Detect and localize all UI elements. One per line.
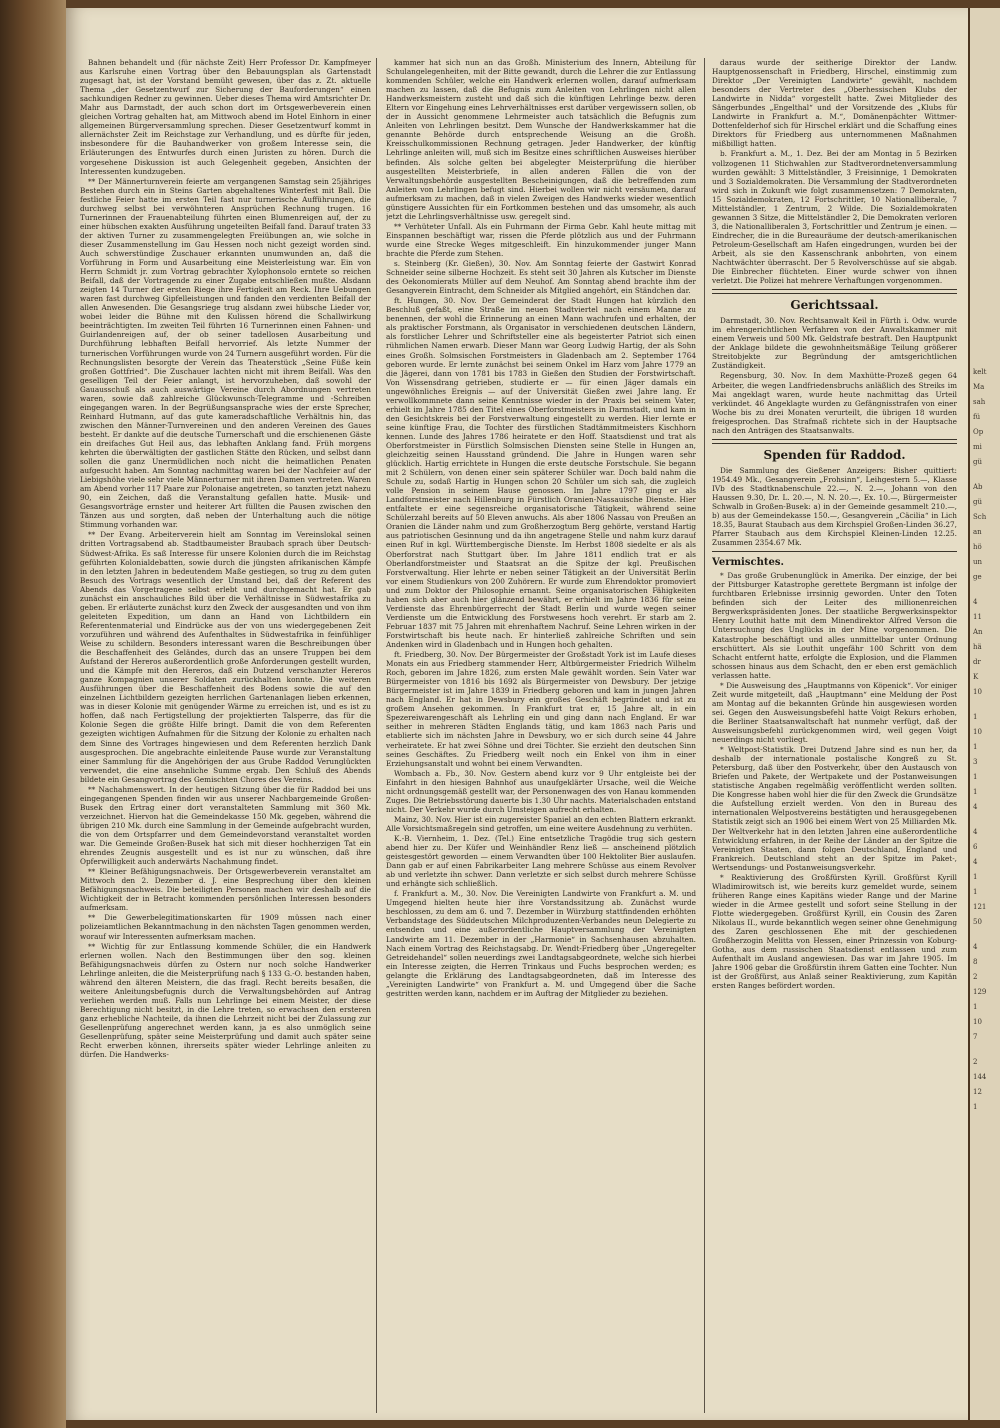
adjacent-page-line: gü (973, 458, 982, 466)
adjacent-page-line: un (973, 558, 983, 566)
article-paragraph: ** Die Gewerbelegitimationskarten für 1909 müssen nach einer polizeiamtlichen Bekanntmachung in den nächsten Tagen genommen werden, worauf wir Interessenten aufmerksam machen. (80, 913, 371, 941)
adjacent-page-line: An (973, 628, 983, 636)
section-divider (712, 551, 957, 552)
column-middle (386, 58, 696, 1413)
article-paragraph: s. Steinberg (Kr. Gießen), 30. Nov. Am Sonntag feierte der Gastwirt Konrad Schneider seine silberne Hochzeit. Es steht seit 30 Jahren als Kutscher im Dienste des Oekonomierats Müller auf dem Neuhof. Am Sonntag abend brachte ihm der Gesangverein Eintracht, dem Schneider als Mitglied angehört, ein Ständchen dar. (386, 259, 696, 296)
adjacent-page-line: 4 (973, 803, 978, 811)
adjacent-page-line: 129 (973, 988, 987, 996)
article-paragraph: ** Wichtig für zur Entlassung kommende Schüler, die ein Handwerk erlernen wollen. Nach den Bestimmungen über den sog. kleinen Befähigungsnachweis dürfen zu Ostern nur noch solche Handwerker Lehrlinge anleiten, die die Meisterprüfung nach § 133 G.-O. bestanden haben, während den älteren Meistern, die das fragl. Recht bereits besaßen, die weitere Anleitungsbefugnis durch die Verwaltungsbehörden auf Antrag verliehen werden muß. Falls nun Lehrlinge bei einem Meister, der diese Berechtigung nicht besitzt, in die Lehre treten, so erwachsen den ersteren ganz erhebliche Nachteile, da ihnen die Lehrzeit nicht bei der Zulassung zur Gesellenprüfung angerechnet werden kann, ja es also unmöglich seine Gesellenprüfung, später seine Meisterprüfung und damit auch später seine Recht erwerben können, ihrerseits später wieder Lehrlinge anleiten zu dürfen. Die Handwerks- (80, 941, 371, 1060)
article-paragraph: * Das große Grubenunglück in Amerika. Der einzige, der bei der Pittsburger Katastrophe gerettete Bergmann ist infolge der furchtbaren Erlebnisse irrsinnig geworden. Unter den Toten befinden sich der Leiter des millionenreichen Bergwerkspräsidenten Jones. Der staatliche Bergwerksinspektor Henry Louthit hatte mit dem Minendirektor Alfred Verson die Untersuchung des Unglücks in der Mine vorgenommen. Die Katastrophe beschäftigt und alles unmittelbar unter Ordnung erschüttert. Als sie Louthit ungefähr 100 Schritt von dem Schacht entfernt hatte, erfolgte die Explosion, und die Flammen schossen hinaus aus dem Schacht, den er eben erst gemächlich verlassen hatte. (712, 571, 957, 680)
article-paragraph: f. Frankfurt a. M., 30. Nov. Die Vereinigten Landwirte von Frankfurt a. M. und Umgegend hielten heute hier ihre Vorstandssitzung ab. Zunächst wurde beschlossen, zu dem am 6. und 7. Dezember in Würzburg stattfindenden erhöhten Verbandstage des Süddeutschen Milchproduzenten-Verbandes neun Delegierte zu entsenden und eine außerordentliche Hauptversammlung der Vereinigten Landwirte am 11. Dezember in der „Harmonie“ in Sachsenhausen abzuhalten. Nach einem Vortrag des Reichstagsabg. Dr. Wendt-Friedberg über „Ungeregelter Getreidehandel“ sollen neuerdings zwei Landtagsabgeordnete, welche sich hierbei ein Interesse zeigten, die Herren Trinkaus und Fuchs besprochen werden; es gelangte die Erklärung des Landtagsabgeordneten, daß im Interesse des „Vereinigten Landwirte“ von Frankfurt a. M. und Umgegend über die Sache gestritten werden kann, nachdem er im Auftrag der Mitglieder zu beziehen. (386, 889, 696, 998)
adjacent-page-line: 12 (973, 1088, 982, 1096)
adjacent-page-line: 1 (973, 713, 978, 721)
column-rule (376, 58, 377, 1413)
adjacent-page-line: mi (973, 443, 982, 451)
adjacent-page-line: hö (973, 543, 982, 551)
adjacent-page-line: an (973, 528, 982, 536)
adjacent-page-line: 50 (973, 918, 982, 926)
adjacent-page-line: 10 (973, 728, 982, 736)
column-left (80, 58, 371, 1413)
article-paragraph: ** Nachahmenswert. In der heutigen Sitzung über die für Raddod bei uns eingegangenen Spenden finden wir aus unserer Nachbargemeinde Großen-Busek den Ertrag einer dort veranstalteten Sammlung mit 360 Mk. verzeichnet. Hiervon hat die Gemeindekasse 150 Mk. gegeben, während die übrigen 210 Mk. durch eine Sammlung in der Gemeinde aufgebracht wurden, die von dem Ortspfarrer und dem Gemeindevorstand veranstaltet worden war. Die Gemeinde Großen-Busek hat sich mit dieser hochherzigen Tat ein ehrendes Zeugnis ausgestellt und es ist nur zu wünschen, daß ihre Opferwilligkeit auch anderwärts Nachahmung findet. (80, 784, 371, 867)
adjacent-page-line: Ab (973, 483, 983, 491)
adjacent-page-line: dr (973, 658, 981, 666)
article-paragraph: * Reaktivierung des Großfürsten Kyrill. Großfürst Kyrill Wladimirowitsch ist, wie bereits kurz gemeldet wurde, seinem früheren Range eines Kapitäns wieder Range und der Marine wieder in die Armee gestellt und sofort seine Stellung in der Flotte wiedergegeben. Großfürst Kyrill, ein Cousin des Zaren Nikolaus II., wurde bekanntlich wegen seiner ohne Genehmigung des Zaren geschlossenen Ehe mit der geschiedenen Großherzogin Melitta von Hessen, einer Prinzessin von Koburg-Gotha, aus dem russischen Staatsdienst entlassen und zum Aufenthalt im Ausland angewiesen. Das war im Jahre 1905. Im Jahre 1906 gebar die Großfürstin ihrem Gatten eine Tochter. Nun ist der Großfürst, aus Anlaß seiner Reaktivierung, zum Kapitän ersten Ranges befördert worden. (712, 872, 957, 991)
adjacent-page-line: K (973, 673, 979, 681)
adjacent-page-line: 144 (973, 1073, 987, 1081)
adjacent-page-line: 3 (973, 758, 978, 766)
adjacent-page-line: kelt (973, 368, 987, 376)
column-right (712, 58, 957, 1413)
article-paragraph: ** Verhüteter Unfall. Als ein Fuhrmann der Firma Gebr. Kahl heute mittag mit Einspannen beschäftigt war, rissen die Pferde plötzlich aus und der Fuhrmann wurde eine Strecke Weges mitgeschleift. Ein hinzukommender junger Mann brachte die Pferde zum Stehen. (386, 221, 696, 258)
adjacent-page-line: 1 (973, 888, 978, 896)
adjacent-page-line: 11 (973, 613, 982, 621)
section-heading-spenden: Spenden für Raddod. (763, 447, 906, 462)
adjacent-page-line: 4 (973, 858, 978, 866)
article-paragraph: K.-B. Viernheim, 1. Dez. (Tel.) Eine entsetzliche Tragödie trug sich gestern abend hier zu. Der Küfer und Weinhändler Renz ließ — anscheinend plötzlich geistesgestört geworden — einem Verwandten über 100 Hektoliter Bier auslaufen. Dann gab er auf einen Fabrikarbeiter Lang mehrere Schüsse aus einem Revolver ab und verletzte ihn schwer. Dann verletzte er sich selbst durch mehrere Schüsse und erhängte sich schließlich. (386, 833, 696, 889)
adjacent-page-line: 121 (973, 903, 987, 911)
donation-list: Die Sammlung des Gießener Anzeigers: Bisher quittiert: 1954.49 Mk., Gesangverein „Frohsinn“, Leihgestern 5.—, Klasse IVb des Stadtknabenschule 22.—, N. 2.—, Johann von den Haussen 9.30, Dr. L. 20.—, N. N. 20.—, Ex. 10.—, Bürgermeister Schwalb in Großen-Busek: a) in der Gemeinde gesammelt 210.—, b) aus der Gemeindekasse 150.—, Gesangverein „Cäcilia“ in Lich 18.35, Baurat Staubach aus dem Kirchspiel Großen-Linden 36.27, Pfarrer Staubach aus dem Kirchspiel Kleinen-Linden 12.25. Zusammen 2354.67 Mk. (712, 465, 957, 548)
article-paragraph: b. Frankfurt a. M., 1. Dez. Bei der am Montag in 5 Bezirken vollzogenen 11 Stichwahlen zur Stadtverordnetenversammlung wurden gewählt: 3 Mittelständler, 3 Freisinnige, 1 Demokraten und 3 Sozialdemokraten. Die Versammlung der Stadtverordneten wird sich in Zukunft wie folgt zusammensetzen: 7 Demokraten, 15 Sozialdemokraten, 12 Fortschrittler, 10 Nationalliberale, 7 Mittelständler, 1 Zentrum, 2 Wilde. Die Sozialdemokraten gewannen 3 Sitze, die Mittelständler 2, Die Demokraten verloren 3, die Nationalliberalen 3, Fortschrittler und Zentrum je einen. — Eindrecher, die in die Bureauräume der deutsch-amerikanischen Petroleum-Gesellschaft am Hafen eingedrungen, wurden bei der Arbeit, als sie den Kassenschrank anbohrten, von einem Nachtwächter überrascht. Der 5 Revolverschüsse auf sie abgab. Die Einbrecher flüchteten. Einer wurde schwer von ihnen verletzt. Die Polizei hat mehrere Verhaftungen vorgenommen. (712, 149, 957, 286)
adjacent-page-edge (968, 8, 1000, 1420)
adjacent-page-line: 6 (973, 843, 978, 851)
article-paragraph: * Weltpost-Statistik. Drei Dutzend Jahre sind es nun her, da deshalb der internationale postalische Kongreß zu St. Petersburg, daß über den Postverkehr, über den Austausch von Briefen und Pakete, der Wertpakete und der Postanweisungen statistische Angaben regelmäßig veröffentlicht werden sollten. Die Kongresse haben wohl hier die für den Zweck die Grundsätze die Aufstellung erzielt werden. Von den in Bureau des internationalen Welpostvereins bestätigten und herausgegebenen Statistik zeigt sich an 1906 bei einem Wert von 25 Milliarden Mk. Der Weltverkehr hat in den letzten Jahren eine außerordentliche Entwicklung erfahren, in der Reihe der Länder an der Spitze die Vereinigten Staaten, dann folgen Deutschland, England und Frankreich. Deutschland steht an der Spitze im Paket-, Wertsendungs- und Postanweisungsverkehr. (712, 745, 957, 872)
article-paragraph: Wombach a. Fb., 30. Nov. Gestern abend kurz vor 9 Uhr entgleiste bei der Einfahrt in den hiesigen Bahnhof aus unaufgeklärter Ursache, weil die Weiche nicht ordnungsgemäß gestellt war, der Personenwagen des von Hanau kommenden Zuges. Die Betriebsstörung dauerte bis 1.30 Uhr nachts. Materialschaden entstand nicht. Der Verkehr wurde durch Umsteigen aufrecht erhalten. (386, 768, 696, 814)
column-rule (704, 58, 705, 1413)
article-paragraph: Mainz, 30. Nov. Hier ist ein zugereister Spaniel an den echten Blattern erkrankt. Alle Vorsichtsmaßregeln sind getroffen, um eine weitere Ausdehnung zu verhüten. (386, 814, 696, 833)
adjacent-page-line: 8 (973, 958, 978, 966)
adjacent-page-line: 2 (973, 1058, 978, 1066)
article-paragraph: * Die Ausweisung des „Hauptmanns von Köpenick“. Vor einiger Zeit wurde mitgeteilt, daß „Hauptmann“ eine Meldung der Post am Montag auf die bekannten Gründe hin ausgewiesen worden sei. Gegen den Ausweisungsbefehl hatte Voigt Rekurs erhoben, die Berliner Staatsanwaltschaft hat nunmehr verfügt, daß der Ausweisungsbefehl zurückgenommen wird, weil gegen Voigt neuerdings nicht vorliegt. (712, 680, 957, 745)
newspaper-page (66, 8, 968, 1420)
adjacent-page-line: 10 (973, 1018, 982, 1026)
section-divider (712, 289, 957, 294)
section-heading-vermischtes: Vermischtes. (712, 557, 784, 569)
adjacent-page-text (973, 368, 999, 1118)
article-paragraph: ft. Hungen, 30. Nov. Der Gemeinderat der Stadt Hungen hat kürzlich den Beschluß gefaßt, eine Straße im neuen Stadtviertel nach einem Manne zu benennen, der wohl die Erinnerung an einen Mann wachrufen und erhalten, der als praktischer Forstmann, als Organisator in verschiedenen deutschen Ländern, als forstlicher Lehrer und Schriftsteller eine als begeisterter Patriot sich einen rühmlichen Namen erwarb. Dieser Mann war Georg Ludwig Hartig, der als Sohn eines Großh. Solmsischen Forstmeisters in Gladenbach am 2. September 1764 geboren wurde. Er lernte zunächst bei seinem Onkel im Harz vom Jahre 1779 an die Jägerei, dann von 1781 bis 1783 in Gießen den Studien der Forstwirtschaft. Von Wissensdrang getrieben, studierte er — für einen Jäger damals ein ungewöhnliches Ereignis — auf der Universität Gießen zwei Jahre lang. Er verwollkommnete dann seine Kenntnisse wieder in der Praxis bei seinem Vater, erhielt im Jahre 1785 den Titel eines Oberforstmeisters in Darmstadt, und kam in den Gesichtskreis bei der Forstverwaltung eingestellt zu werden. Hier lernte er seine künftige Frau, die Tochter des fürstlichen Stadtämmitmeisters Kischhorn kennen. Lunde des Jahres 1786 heiratete er den Hoff. Staatsdienst und trat als Oberforstmeister in Fürstlich Solmsischen Diensten seine Stelle in Hungen an, gleichzeitig seinen Hausstand gründend. Die Jahre in Hungen waren sehr glücklich. Hartig errichtete in Hungen die erste deutsche Forstschule. Sie begann mit 2 Schülern, von denen einer sein späterer Schüler war. Doch bald nahm die Schule zu, sodaß Hartig in Hungen schon 20 Schüler um sich sah, die zugleich volle Pension in seinem Hause genossen. Im Jahre 1797 ging er als Landforstmeister nach Hillenburg in Fürstlich Oranien-Nassauische Dienste. Hier entfaltete er eine segensreiche organisatorische Tätigkeit, während seine Schülerzahl bereits auf 50 Eleven anwuchs. Als aber 1806 Nassau von Preußen an Oranien die Länder nahm und zum Großherzogtum Berg gehörte, verstand Hartig aus patriotischen Gesinnung und da ihn angetragene Stelle und nahm kurz darauf einen Ruf in kgl. Württembergische Dienste. Im Herbst 1808 siedelte er als als Oberforstrat nach Stuttgart über. Im Jahre 1811 endlich trat er als Oberlandforstmeister und Staatsrat an die Spitze der kgl. Preußischen Forstverwaltung. Hier lehrte er neben seiner Tätigkeit an der Universität Berlin vor einem Studienkurs von 200 Zuhörern. Er wurde zum Ehrendoktor promoviert und zum Doktor der Philosophie ernannt. Seine organisatorischen Fähigkeiten haben sich aber auch hier glänzend bewährt, er erhielt im Jahre 1836 für seine Verdienste das Ehrenbürgerrecht der Stadt Berlin und wurde wegen seiner Verdienste um die Entwicklung des Forstwesens hoch verehrt. Er starb am 2. Februar 1837 mit 75 Jahren mit ehrenhaftem Nachruf. Seine Lehren wirken in der Forstwirtschaft bis heute nach. Er hinterließ zahlreiche Schriften und sein Andenken wird in Gladenbach und in Hungen hoch gehalten. (386, 296, 696, 649)
section-heading-gerichtssaal: Gerichtssaal. (790, 298, 879, 313)
book-spine-left (0, 0, 66, 1428)
adjacent-page-line: 1 (973, 773, 978, 781)
article-paragraph: daraus wurde der seitherige Direktor der Landw. Hauptgenossenschaft in Friedberg, Hirschel, einstimmig zum Direktor „Der Vereinigten Landwirte“ gewählt, nachdem besonders der Vertreter des „Oberhessischen Klubs der Landwirte in Nidda“ vorgestellt hatte. Zwei Mitglieder des Sängerbundes „Engelthal“ und der Vorsitzende des „Klubs für Landwirte in Frankfurt a. M.“, Domänenpächter Wittmer-Dottenfelderhof sich für Hirschel erklärt und die Schaffung eines Direktors für Friedberg aus unternommenen Maßnahmen mißbilligt hatten. (712, 58, 957, 149)
article-paragraph: kammer hat sich nun an das Großh. Ministerium des Innern, Abteilung für Schulangelegenheiten, mit der Bitte gewandt, durch die Lehrer die zur Entlassung kommenden Schüler, welche ein Handwerk erlernen wollen, darauf aufmerksam machen zu lassen, daß die Befugnis zum Anleiten von Lehrlingen nicht allen Handwerksmeistern zusteht und daß sich die künftigen Lehrlinge bezw. deren Eltern vor Eingehung eines Lehrverhältnisses erst darüber vergewissern sollen, ob der in Aussicht genommene Lehrmeister auch tatsächlich die Befugnis zum Anleiten von Lehrlingen besitzt. Dem Wunsche der Handwerkskammer hat die genannte Behörde durch entsprechende Weisung an die Großh. Kreisschulkommissionen Rechnung getragen. Jeder Handwerker, der künftig Lehrlinge anleiten will, muß sich im Besitze eines schriftlichen Ausweises hierüber befinden. Als solche gelten bei abgelegter Meisterprüfung die hierüber ausgestellten Meisterbriefe, in allen anderen Fällen die von der Verwaltungsbehörde ausgestellten Bescheinigungen, daß die betreffenden zum Anleiten von Lehrlingen befugt sind. Hierbei wollen wir nicht versäumen, darauf aufmerksam zu machen, daß in vielen Zweigen des Handwerks wieder wesentlich günstigere Aussichten für ein Fortkommen bestehen und das umsomehr, als auch jetzt die Lehrlingsverhältnisse usw. geregelt sind. (386, 58, 696, 221)
adjacent-page-line: Sch (973, 513, 987, 521)
article-paragraph: ** Der Evang. Arbeiterverein hielt am Sonntag im Vereinslokal seinen dritten Vortragsabend ab. Stadtbaumeister Braubach sprach über Deutsch-Südwest-Afrika. Es saß Interesse für unsere Kolonien durch die im Reichstag geführten Kolonialdebatten, sowie durch die jüngsten afrikanischen Kämpfe in den letzten Jahren in bedeutendem Maße gestiegen, so trug zu dem guten Besuch des Vortrags wesentlich der Umstand bei, daß der Referent des Abends das Vorgetragene selbst erlebt und durchgemacht hat. Er gab zunächst ein anschauliches Bild über die Verhältnisse in Südwestafrika zu geben. Er erläuterte zunächst kurz den Zweck der ausgesandten und von ihm geleiteten Expedition, um dann an Hand von Lichtbildern ein Referentenmaterial und Eindrücke aus der von uns wiedergegebenen Zeit vorzuführen und während des Aufenthaltes in Südwestafrika in feinfühliger Weise zu schildern. Besonders interessant waren die Beschreibungen über die Beschaffenheit des Geländes, durch das an unsere Truppen bei dem Aufstand der Hereros außerordentlich große Anforderungen gestellt wurden, und die Kämpfe mit den Hereros, daß ein Dutzend verschanzter Hereros ganze Kompagnien unserer Soldaten zurückhalten konnte. Die weiteren Ausführungen über die Beschaffenheit des Bodens sowie die auf den einzelnen Lichtbildern gezeigten herrlichen Gartenanlagen lieben erkennen, was in dieser Kolonie mit genügender Wärme zu erreichen ist, und es ist zu hoffen, daß nach Fertigstellung der projektierten Talsperre, das für die Kolonie Segen die größte Hilfe bringt. Damit die von dem Referenten gezeigten wichtigen Aufnahmen für die Sitzung der Kolonie zu erhalten nach dem Sinne des Vortrages hingewiesen und dem Referenten herzlich Dank ausgesprochen. Die angebrachte einleitende Pause wurde zur Veranstaltung einer Sammlung für die Angehörigen der aus Grube Raddod Verunglückten verwendet, die eine ansehnliche Summe ergab. Den Schluß des Abends bildete ein Gesangvortrag des Gemischten Chores des Vereins. (80, 530, 371, 784)
adjacent-page-line: ge (973, 573, 982, 581)
adjacent-page-line: 10 (973, 688, 982, 696)
adjacent-page-line: hä (973, 643, 982, 651)
adjacent-page-line: 4 (973, 828, 978, 836)
article-paragraph: ** Der Männerturnverein feierte am vergangenen Samstag sein 25jähriges Bestehen durch ein in Steins Garten abgehaltenes Winterfest mit Ball. Die festliche Feier hatte im ersten Teil fast nur turnerische Aufführungen, die durchweg selbst bei verwöhnteren Ansprüchen Rechnung trugen. 16 Turnerinnen der Frauenabteilung führten einen Blumenreigen auf, der zu einer hübschen exakten Ausführung ungeteilten Beifall fand. Darauf traten 33 der aktiven Turner zu zusammengelegten Freiübungen an, wie solche in dieser Zusammenstellung im Gau Hessen noch nicht gezeigt worden sind. Auch schwerstündige Zuschauer erkannten unumwunden an, daß die Vorführung in Form und Ausarbeitung eine Meisterleistung war. Ein von Herrn Schmidt jr. zum Vortrag gebrachter Xylophonsolo erntete so reichen Beifall, daß der Vortragende zu einer Zugabe entschließen mußte. Alsdann zeigten 14 Turner der ersten Riege ihre Fertigkeit am Reck. Ihre Uebungen waren fast durchweg Gipfelleistungen und fanden den verdienten Beifall der allen Anwesenden. Die Gesangsriege trug alsdann zwei hübsche Lieder vor, wobei leider die Bühne mit den Kulissen hörend die Schallwirkung beeinträchtigten. Im zweiten Teil führten 16 Turnerinnen einen Fahnen- und Guirlandenreigen auf, der ob seiner tadellosen Ausarbeitung und Durchführung lebhaften Beifall hervorrief. Als letzte Nummer der turnerischen Vorführungen wurde von 24 Turnern ausgeführt worden. Für die Rechnungslisten besorgte der Verein das Theaterstück „Seine Füße kein großen Gottfried“. Die Zuschauer lachten nicht mit ihrem Beifall. Was den geselligen Teil der Feier anlangt, ist hervorzuheben, daß sowohl der Gauausschuß als auch auswärtige Vereine durch Abordnungen vertreten waren, sowie daß zahlreiche Glückwunsch-Telegramme und -Schreiben eingegangen waren. In der Begrüßungsansprache wies der erste Sprecher, Reinhard Hutmann, auf das gute kameradschaftliche Verhältnis hin, das zwischen den Männer-Turnvereinen und den anderen Vereinen des Gaues besteht. Er dankte auf die deutsche Turnerschaft und die erschienenen Gäste ein dreifaches Gut Heil aus, das lebhaften Anklang fand. Früh morgens kehrten die überwältigten der gastlichen Stätte den Rücken, und selbst dann sollen die ganz Unermüdlichen noch nicht die heimatlichen Penaten aufgesucht haben. Am Sonntag nachmittag waren bei der Nachfeier auf der Liebigshöhe viele sehr viele Männerturner mit ihren Damen vertreten. Waren am Abend vorher 117 Paare zur Polonaise angetreten, so tanzten jetzt nahezu 90, ein Zeichen, daß die Veranstaltung gefallen hatte. Musik- und Gesangsvorträge ernster und heiterer Art füllten die Pausen zwischen den Tänzen aus und sorgten, daß neben der Unterhaltung auch die nötige Stimmung vorhanden war. (80, 176, 371, 530)
adjacent-page-line: 4 (973, 943, 978, 951)
adjacent-page-line: fü (973, 413, 981, 421)
adjacent-page-line: 7 (973, 1033, 978, 1041)
article-paragraph: Bahnen behandelt und (für nächste Zeit) Herr Professor Dr. Kampfmeyer aus Karlsruhe einen Vortrag über den Bebauungsplan als Gartenstadt zugesagt hat, ist der Vorstand bemüht gewesen, über das z. Zt. aktuelle Thema „der Gesetzentwurf zur Sicherung der Bauforderungen“ einen sachkundigen Redner zu gewinnen. Ueber dieses Thema wird Amtsrichter Dr. Mahr aus Darmstadt, der auch schon dort im Ortsgewerbeverein einen gleichen Vortrag gehalten hat, am Mittwoch abend im Hotel Einhorn in einer allgemeinen Bürgerversammlung sprechen. Dieser Gesetzentwurf kommt in allernächster Zeit im Reichstage zur Verhandlung, und es dürfte für jeden, insbesondere für die Bauhandwerker von großem Interesse sein, die Erläuterungen des Entwurfes durch einen Juristen zu hören. Durch die vorgesehene Diskussion ist auch Gelegenheit gegeben, Ansichten der Interessenten kundzugeben. (80, 58, 371, 176)
article-paragraph: Regensburg, 30. Nov. In dem Maxhütte-Prozeß gegen 64 Arbeiter, die wegen Landfriedensbruchs anläßlich des Streiks im Mai angeklagt waren, wurde heute nachmittag das Urteil verkündet. 46 Angeklagte wurden zu Gefängnisstrafen von einer Woche bis zu drei Monaten verurteilt, die übrigen 18 wurden freigesprochen. Das Strafmaß richtete sich in der Hauptsache nach den Anträgen des Staatsanwalts. (712, 371, 957, 435)
adjacent-page-line: 1 (973, 1103, 978, 1111)
adjacent-page-line: Op (973, 428, 984, 436)
section-divider (712, 439, 957, 444)
adjacent-page-line: 2 (973, 973, 978, 981)
adjacent-page-line: 4 (973, 598, 978, 606)
adjacent-page-line: 1 (973, 1003, 978, 1011)
adjacent-page-line: sah (973, 398, 986, 406)
adjacent-page-line: 1 (973, 788, 978, 796)
adjacent-page-line: gü (973, 498, 982, 506)
article-paragraph: ** Kleiner Befähigungsnachweis. Der Ortsgewerbeverein veranstaltet am Mittwoch den 2. Dezember d. J. eine Besprechung über den kleinen Befähigungsnachweis. Die beteiligten Personen machen wir deshalb auf die Wichtigkeit der in Betracht kommenden persönlichen Interessen besonders aufmerksam. (80, 867, 371, 913)
article-paragraph: ft. Friedberg, 30. Nov. Der Bürgermeister der Großstadt York ist im Laufe dieses Monats ein aus Friedberg stammender Herr, Altbürgermeister Friedrich Wilhelm Roch, geboren im Jahre 1826, zum ersten Male gewählt worden. Sein Vater war Bürgermeister von 1816 bis 1692 als Bürgermeister von Dewsbury. Der jetzige Bürgermeister ist im Jahre 1839 in Friedberg geboren und kam in jungen Jahren nach England. Er hat in Dewsbury ein großes Geschäft begründet und ist zu großem Ansehen gekommen. In Frankfurt trat er, 15 Jahre alt, in ein Spezereiwarengeschäft als Lehrling ein und ging dann nach England. Er war seither in mehreren Städten Englands tätig, und kam 1863 nach Paris und etablierte sich im nächsten Jahre in Dewsbury, wo er sich durch seine 44 Jahre verheiratete. Er hat zwei Söhne und drei Töchter. Sie erzieht den deutschen Sinn seines Geschäftes. Zu Friedberg weilt noch ein Enkel von ihm in einer Erziehungsanstalt und wohnt bei einem Verwandten. (386, 650, 696, 768)
adjacent-page-line: 1 (973, 873, 978, 881)
article-paragraph: Darmstadt, 30. Nov. Rechtsanwalt Keil in Fürth i. Odw. wurde im ehrengerichtlichen Verfahren von der Anwaltskammer mit einem Verweis und 500 Mk. Geldstrafe bestraft. Den Hauptpunkt der Anklage bildete die gewohnheitsmäßige Teilung größerer Streitobjekte zur Begründung der amtsgerichtlichen Zuständigkeit. (712, 316, 957, 371)
adjacent-page-line: 1 (973, 743, 978, 751)
adjacent-page-line: Ma (973, 383, 985, 391)
